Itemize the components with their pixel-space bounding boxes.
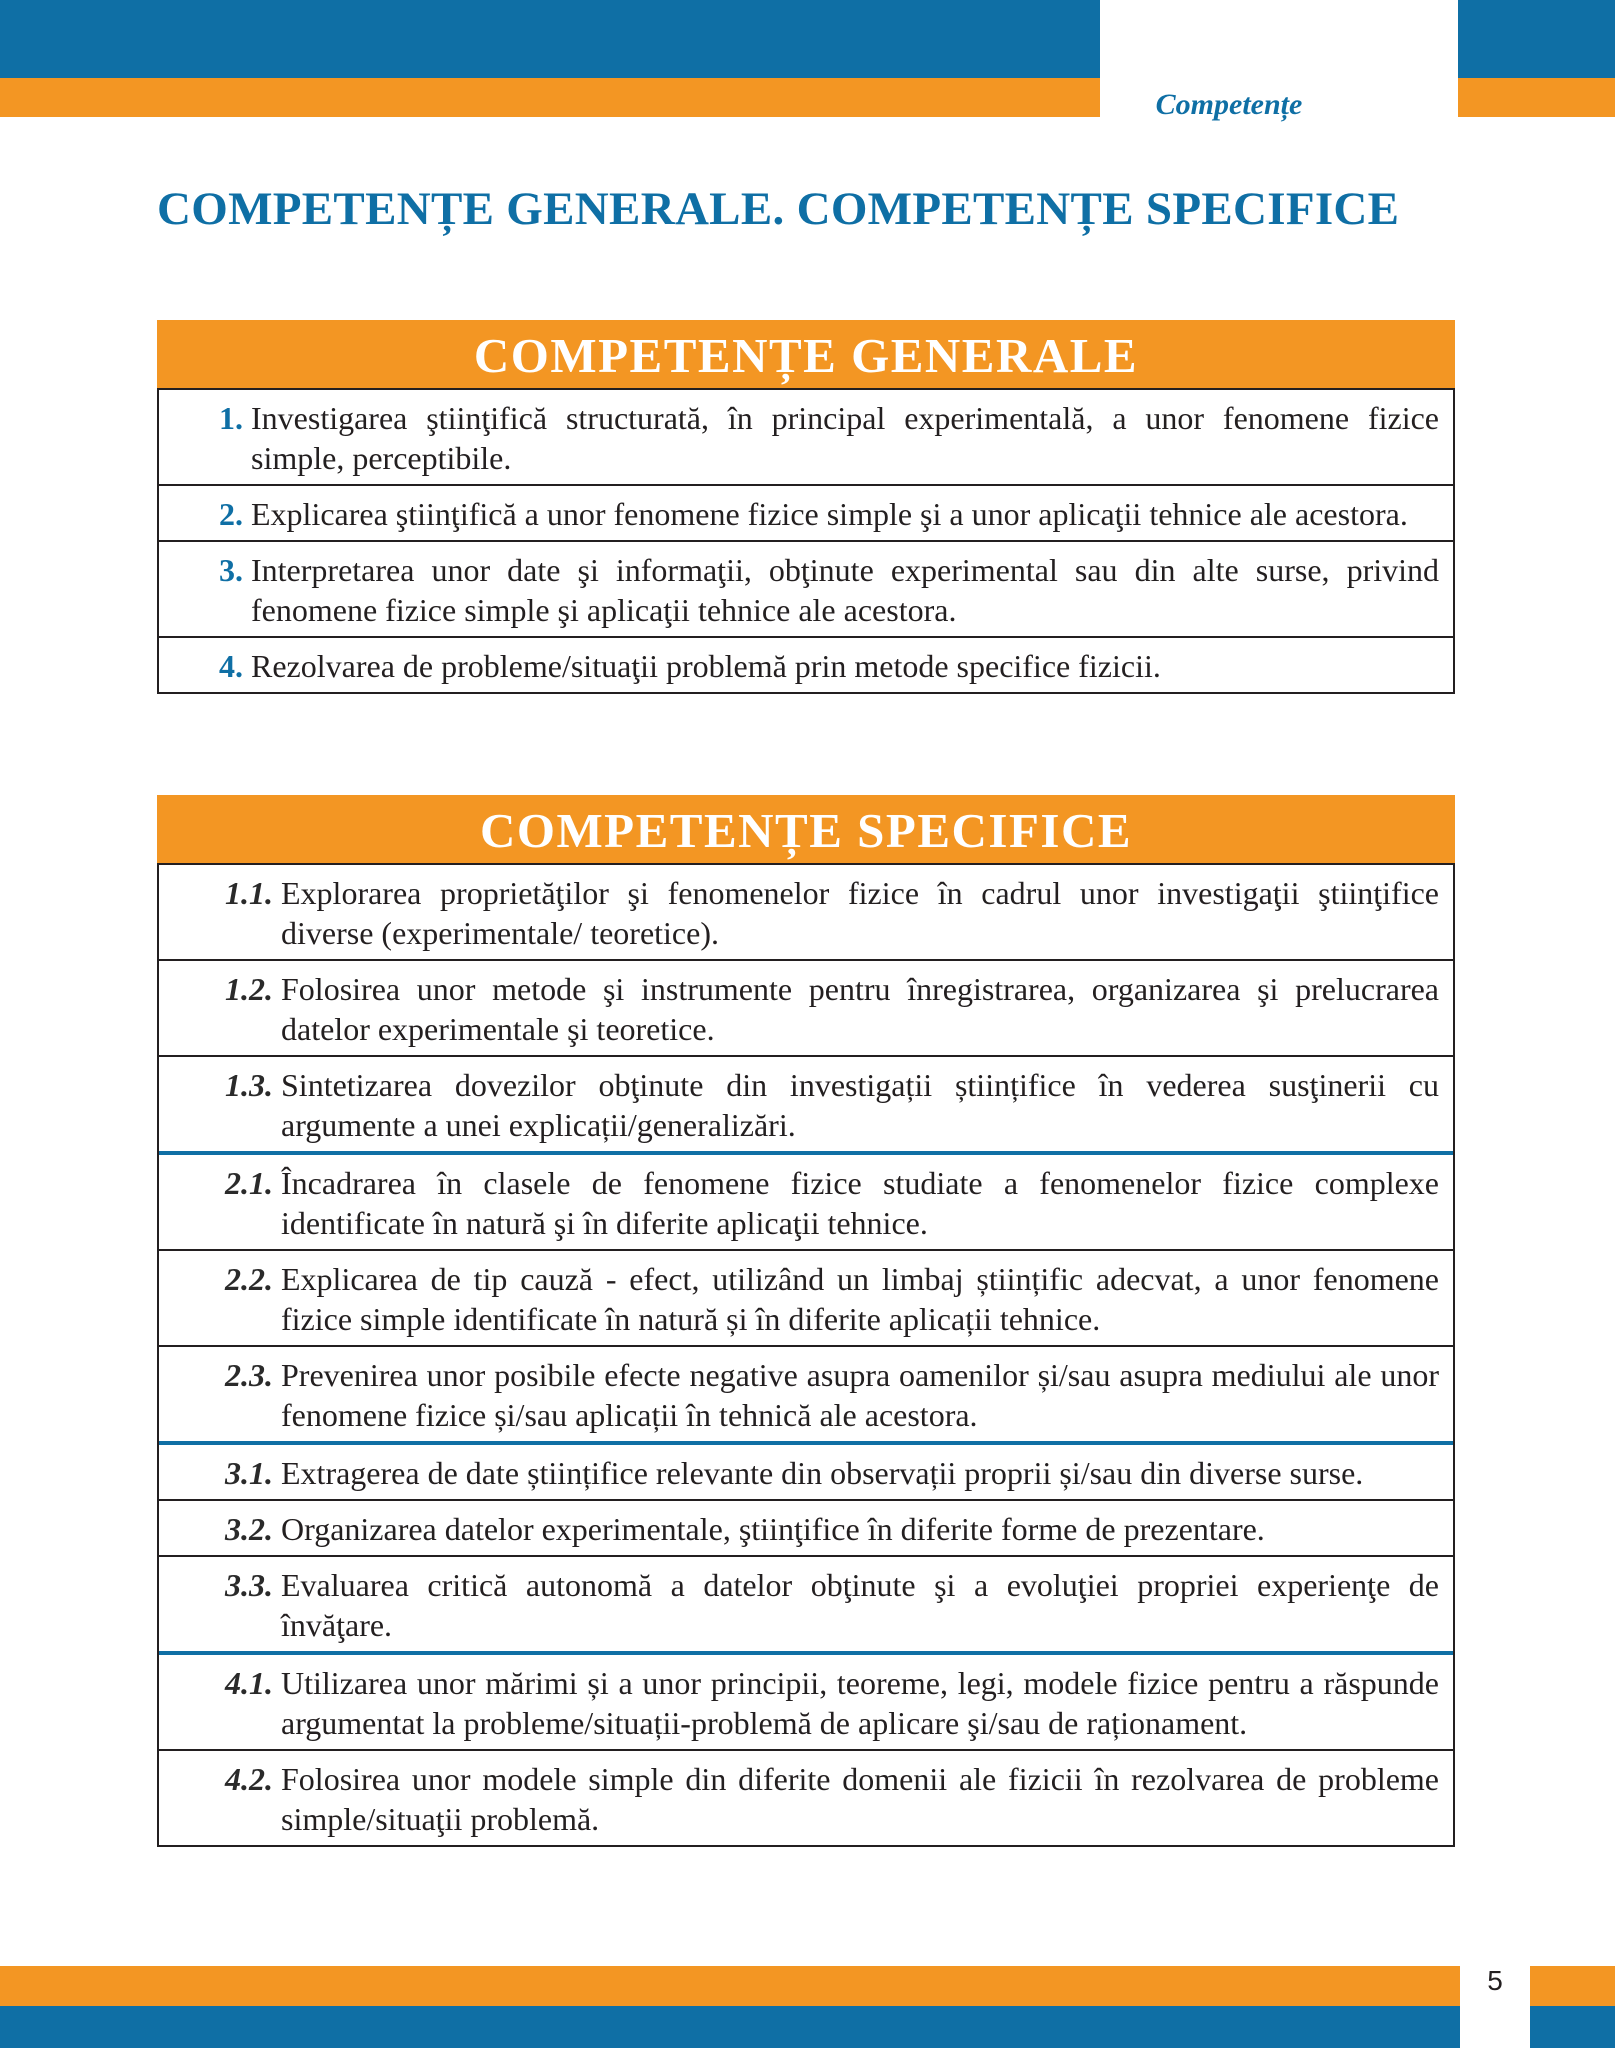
item-number: 3.3. [225,1567,273,1603]
item-number: 1.2. [225,971,273,1007]
item-text: Evaluarea critică autonomă a datelor obţinute şi a evoluţiei propriei experienţe de învăţare. [281,1567,1439,1643]
item-number: 4.1. [225,1665,273,1701]
specific-item [159,1651,1453,1749]
general-item [159,388,1453,484]
item-text: Investigarea ştiinţifică structurată, în principal experimentală, a unor fenomene fizice simple, perceptibile. [251,400,1439,476]
specific-item [159,1055,1453,1151]
general-item [159,636,1453,692]
item-number: 3.1. [225,1455,273,1491]
item-number: 1.3. [225,1067,273,1103]
specific-item [159,959,1453,1055]
item-text: Prevenirea unor posibile efecte negative asupra oamenilor și/sau asupra mediului ale unor fenomene fizice și/sau aplicații în tehnică ale acestora. [281,1357,1439,1433]
item-number: 2.3. [225,1357,273,1393]
page-number: 5 [1487,1965,1503,1996]
specific-competences-heading: COMPETENȚE SPECIFICE [157,795,1455,863]
specific-item [159,1749,1453,1845]
item-text: Utilizarea unor mărimi și a unor principii, teoreme, legi, modele fizice pentru a răspunde argumentat la probleme/situații-problemă de aplicare şi/sau de raționament. [281,1665,1439,1741]
specific-item [159,1441,1453,1499]
item-text: Explorarea proprietăţilor şi fenomenelor fizice în cadrul unor investigaţii ştiinţifice diverse (experimentale/ teoretice). [281,875,1439,951]
item-text: Încadrarea în clasele de fenomene fizice studiate a fenomenelor fizice complexe identificate în natură şi în diferite aplicaţii tehnice. [281,1165,1439,1241]
item-number: 3. [219,552,243,588]
specific-competences-box [157,795,1455,1847]
item-text: Folosirea unor modele simple din diferite domenii ale fizicii în rezolvarea de probleme simple/situaţii problemă. [281,1761,1439,1837]
item-text: Explicarea de tip cauză - efect, utilizând un limbaj științific adecvat, a unor fenomene fizice simple identificate în natură și în diferite aplicații tehnice. [281,1261,1439,1337]
item-number: 3.2. [225,1511,273,1547]
item-text: Extragerea de date științifice relevante din observații proprii și/sau din diverse surse. [281,1455,1364,1491]
item-number: 1.1. [225,875,273,911]
item-text: Organizarea datelor experimentale, ştiinţifice în diferite forme de prezentare. [281,1511,1265,1547]
top-orange-bar-right [1458,78,1615,117]
item-number: 4.2. [225,1761,273,1797]
bottom-orange-bar-left [0,1966,1460,2006]
specific-item [159,1555,1453,1651]
general-competences-box [157,320,1455,694]
item-number: 2. [219,496,243,532]
general-competences-heading: COMPETENȚE GENERALE [157,320,1455,388]
specific-item [159,1151,1453,1249]
item-number: 2.1. [225,1165,273,1201]
item-number: 4. [219,648,243,684]
item-text: Interpretarea unor date şi informaţii, obţinute experimental sau din alte surse, privind fenomene fizice simple şi aplicaţii tehnice ale acestora. [251,552,1439,628]
bottom-blue-bar-left [0,2006,1460,2048]
item-text: Folosirea unor metode şi instrumente pentru înregistrarea, organizarea şi prelucrarea datelor experimentale şi teoretice. [281,971,1439,1047]
item-text: Sintetizarea dovezilor obţinute din investigații științifice în vederea susţinerii cu argumente a unei explicații/generalizări. [281,1067,1439,1143]
specific-item [159,1249,1453,1345]
specific-item [159,1345,1453,1441]
item-text: Rezolvarea de probleme/situaţii problemă prin metode specifice fizicii. [251,648,1161,684]
running-header-section-label: Competențe [1155,88,1303,121]
general-item [159,484,1453,540]
page-title: COMPETENȚE GENERALE. COMPETENȚE SPECIFICE [157,183,1400,235]
bottom-orange-bar-right [1530,1966,1615,2006]
top-blue-bar-left [0,0,1100,78]
top-blue-bar-right [1458,0,1615,78]
item-number: 1. [219,400,243,436]
item-number: 2.2. [225,1261,273,1297]
top-orange-bar-left [0,78,1100,117]
specific-item [159,1499,1453,1555]
bottom-blue-bar-right [1530,2006,1615,2048]
specific-item [159,863,1453,959]
general-item [159,540,1453,636]
item-text: Explicarea ştiinţifică a unor fenomene fizice simple şi a unor aplicaţii tehnice ale acestora. [251,496,1408,532]
